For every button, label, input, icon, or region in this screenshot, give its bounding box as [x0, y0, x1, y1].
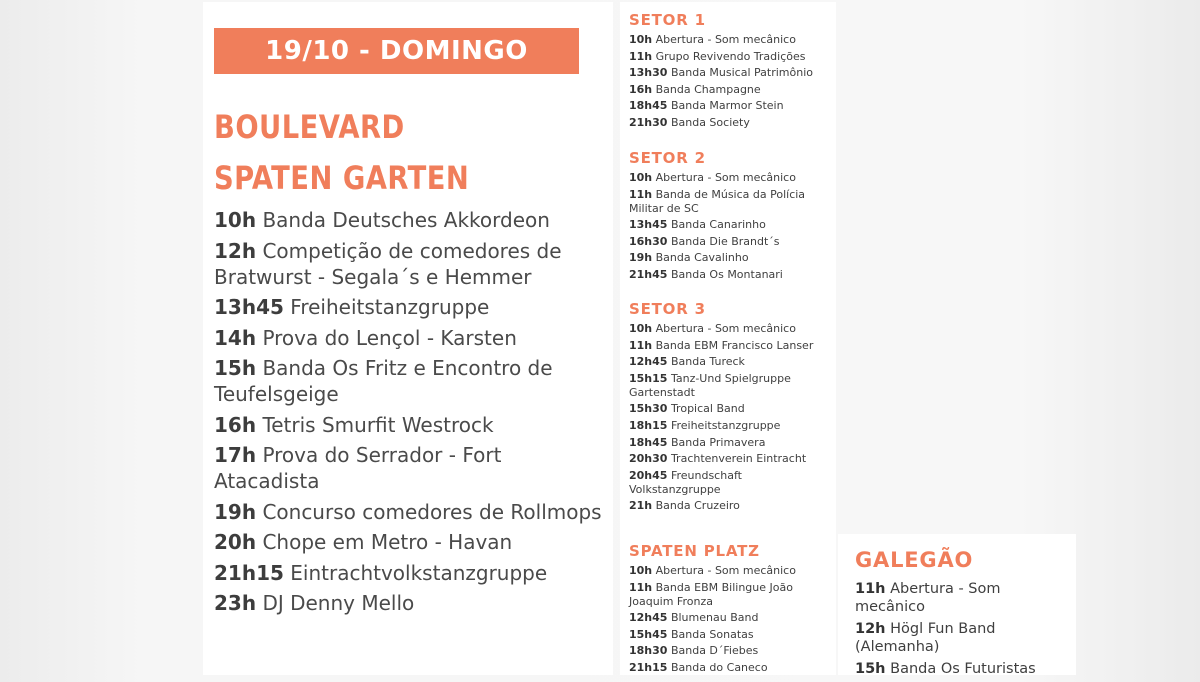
event-time: 16h30 — [629, 234, 668, 248]
event-time: 18h15 — [629, 418, 668, 432]
sector-title: SETOR 1 — [629, 11, 706, 29]
list-item — [214, 590, 609, 616]
event-time: 11h — [629, 49, 653, 63]
event-time: 17h — [214, 443, 257, 467]
list-item — [629, 372, 829, 400]
list-item — [214, 238, 609, 290]
event-name: Tropical Band — [670, 402, 745, 416]
galegao-title: GALEGÃO — [855, 548, 974, 572]
list-item — [629, 644, 829, 658]
list-item — [629, 661, 829, 675]
galegao-schedule — [855, 580, 1070, 682]
list-item — [629, 218, 829, 232]
list-item — [629, 564, 829, 578]
event-name: Banda Musical Patrimônio — [670, 66, 813, 80]
list-item — [214, 355, 609, 407]
event-time: 11h — [855, 581, 886, 597]
event-name: Banda Champagne — [655, 82, 761, 96]
list-item — [629, 452, 829, 466]
event-time: 15h — [214, 356, 257, 380]
event-time: 12h45 — [629, 611, 668, 625]
event-name: Banda EBM Bilingue João Joaquim Fronza — [629, 580, 793, 608]
list-item — [629, 581, 829, 609]
event-time: 19h — [214, 499, 257, 524]
event-name: Abertura - Som mecânico — [655, 33, 796, 46]
event-name: Competição de comedores de Bratwurst - Segala´s e Hemmer — [214, 238, 562, 289]
venue-heading-spaten-garten: SPATEN GARTEN — [214, 159, 470, 197]
event-name: Banda Cavalinho — [655, 251, 749, 265]
sector-3 — [629, 300, 829, 516]
event-time: 21h30 — [629, 115, 668, 129]
list-item — [214, 529, 609, 555]
list-item — [629, 188, 829, 216]
event-time: 10h — [629, 322, 653, 335]
event-name: Banda Primavera — [670, 435, 766, 449]
list-item — [629, 469, 829, 497]
list-item — [629, 419, 829, 433]
event-name: Banda Os Futuristas — [890, 661, 1036, 677]
main-schedule-panel — [203, 2, 613, 675]
event-name: Banda Os Montanari — [670, 267, 783, 281]
sector-spaten-platz — [629, 542, 829, 678]
sector-title: SETOR 3 — [629, 300, 706, 318]
list-item — [629, 436, 829, 450]
event-name: Abertura - Som mecânico — [655, 564, 796, 577]
event-name: Banda EBM Francisco Lanser — [655, 338, 814, 352]
event-name: Banda Marmor Stein — [670, 99, 784, 113]
list-item — [629, 33, 829, 47]
event-time: 18h30 — [629, 644, 668, 658]
event-time: 21h — [629, 499, 653, 513]
event-name: Abertura - Som mecânico — [655, 322, 796, 335]
list-item — [629, 251, 829, 265]
event-time: 13h30 — [629, 66, 668, 80]
event-name: Freundschaft Volkstanzgruppe — [629, 468, 742, 496]
list-item — [629, 628, 829, 642]
event-time: 16h — [214, 412, 257, 437]
event-time: 13h45 — [629, 218, 668, 232]
sector-title: SETOR 2 — [629, 149, 706, 167]
list-item — [214, 412, 609, 438]
date-banner: 19/10 - DOMINGO — [214, 28, 579, 74]
event-time: 10h — [629, 33, 653, 46]
event-name: Banda Deutsches Akkordeon — [262, 208, 550, 232]
event-name: Högl Fun Band (Alemanha) — [855, 621, 996, 655]
event-time: 12h45 — [629, 355, 668, 369]
list-item — [629, 268, 829, 282]
list-item — [629, 50, 829, 64]
event-time: 20h45 — [629, 468, 668, 482]
event-name: Eintrachtvolkstanzgruppe — [290, 560, 548, 585]
event-time: 20h — [214, 530, 257, 554]
list-item — [629, 611, 829, 625]
list-item — [855, 580, 1070, 616]
event-name: Abertura - Som mecânico — [655, 171, 796, 184]
list-item — [629, 402, 829, 416]
list-item — [214, 294, 609, 320]
venue-heading-boulevard: BOULEVARD — [214, 108, 405, 146]
list-item — [629, 339, 829, 353]
event-time: 14h — [214, 325, 257, 350]
event-name: Banda Cruzeiro — [655, 499, 740, 513]
event-time: 18h45 — [629, 435, 668, 449]
event-name: Prova do Lençol - Karsten — [262, 325, 517, 350]
event-name: Concurso comedores de Rollmops — [262, 499, 602, 524]
event-name: Grupo Revivendo Tradições — [655, 49, 806, 63]
list-item — [214, 442, 609, 494]
event-name: Banda Os Fritz e Encontro de Teufelsgeige — [214, 356, 553, 406]
sector-title: SPATEN PLATZ — [629, 542, 760, 560]
event-name: Trachtenverein Eintracht — [670, 452, 807, 466]
event-time: 18h45 — [629, 99, 668, 113]
event-time: 15h30 — [629, 402, 668, 416]
event-name: Banda Tureck — [670, 355, 745, 369]
galegao-panel — [838, 534, 1076, 675]
event-time: 11h — [629, 580, 653, 594]
list-item — [855, 660, 1070, 678]
event-time: 15h15 — [629, 371, 668, 385]
list-item — [214, 207, 609, 233]
list-item — [214, 560, 609, 586]
sectors-panel — [620, 2, 836, 675]
event-name: Tanz-Und Spielgruppe Gartenstadt — [629, 371, 791, 399]
list-item — [629, 322, 829, 336]
event-name: Blumenau Band — [670, 611, 759, 625]
event-time: 23h — [214, 591, 257, 615]
sector-2 — [629, 149, 829, 285]
list-item — [629, 171, 829, 185]
event-name: Abertura - Som mecânico — [855, 581, 1001, 615]
sector-schedule — [629, 33, 829, 130]
event-name: Chope em Metro - Havan — [262, 530, 513, 554]
event-time: 13h45 — [214, 295, 284, 319]
event-time: 21h15 — [629, 660, 668, 674]
event-time: 11h — [629, 187, 653, 201]
sector-schedule — [629, 322, 829, 513]
event-time: 21h15 — [214, 560, 284, 585]
event-time: 11h — [629, 338, 653, 352]
list-item — [629, 355, 829, 369]
list-item — [629, 99, 829, 113]
event-name: DJ Denny Mello — [262, 591, 415, 615]
sector-schedule — [629, 171, 829, 282]
event-time: 15h45 — [629, 627, 668, 641]
sector-schedule — [629, 564, 829, 675]
event-name: Banda de Música da Polícia Militar de SC — [629, 187, 806, 215]
list-item — [855, 620, 1070, 656]
event-name: Freiheitstanzgruppe — [670, 418, 781, 432]
list-item — [214, 325, 609, 351]
event-name: Banda Sonatas — [670, 627, 754, 641]
event-time: 19h — [629, 251, 653, 265]
event-name: Banda Society — [670, 115, 750, 129]
event-time: 16h — [629, 82, 653, 96]
event-name: Freiheitstanzgruppe — [290, 295, 490, 319]
sector-1 — [629, 11, 829, 133]
event-name: Banda do Caneco — [670, 660, 768, 674]
list-item — [629, 499, 829, 513]
list-item — [214, 499, 609, 525]
event-time: 12h — [214, 238, 257, 263]
event-time: 21h45 — [629, 267, 668, 281]
event-time: 10h — [629, 564, 653, 577]
list-item — [629, 116, 829, 130]
list-item — [629, 235, 829, 249]
event-name: Tetris Smurfit Westrock — [262, 412, 494, 437]
list-item — [629, 83, 829, 97]
event-name: Banda D´Fiebes — [670, 644, 759, 658]
event-time: 20h30 — [629, 452, 668, 466]
event-time: 10h — [629, 171, 653, 184]
event-time: 12h — [855, 621, 886, 637]
event-time: 15h — [855, 661, 886, 677]
event-name: Banda Canarinho — [670, 218, 766, 232]
event-time: 10h — [214, 208, 257, 232]
list-item — [629, 66, 829, 80]
event-name: Prova do Serrador - Fort Atacadista — [214, 443, 502, 493]
spaten-garten-schedule — [214, 207, 609, 621]
event-name: Banda Die Brandt´s — [670, 234, 780, 248]
